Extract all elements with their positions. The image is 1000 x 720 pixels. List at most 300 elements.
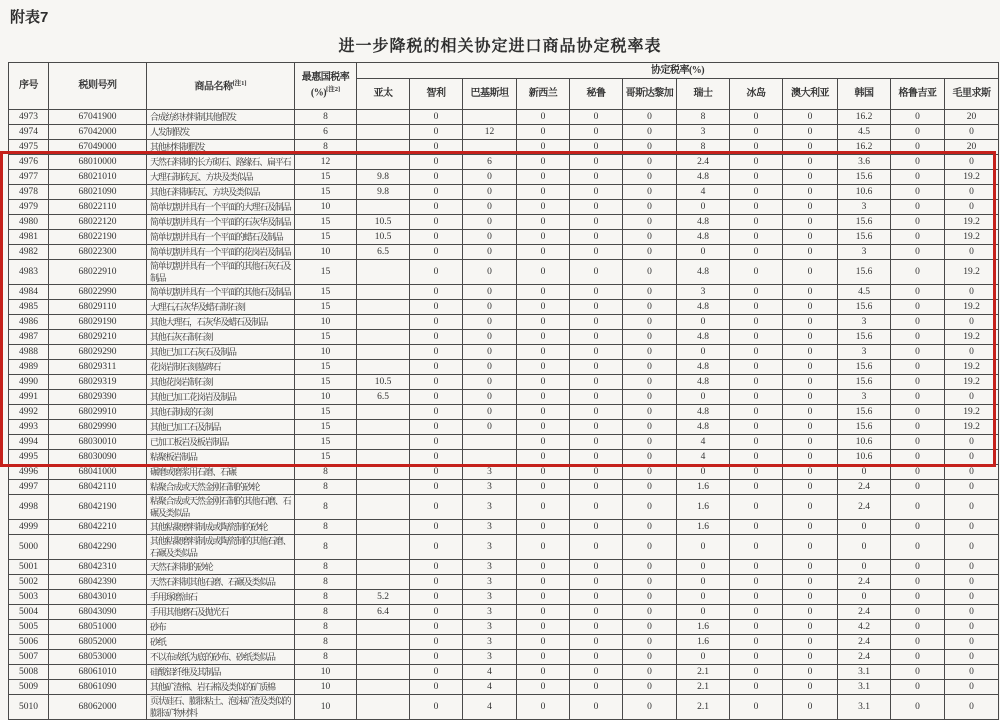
cell-rate: 3.1	[838, 680, 891, 695]
cell-rate: 0	[891, 420, 945, 435]
cell-rate: 0	[517, 110, 570, 125]
cell-serial: 4987	[9, 330, 49, 345]
cell-mfn-rate: 6	[295, 125, 357, 140]
cell-rate: 0	[570, 405, 623, 420]
cell-rate: 0	[891, 435, 945, 450]
cell-mfn-rate: 8	[295, 560, 357, 575]
cell-rate: 0	[783, 450, 838, 465]
cell-rate: 0	[730, 185, 783, 200]
cell-rate: 0	[517, 330, 570, 345]
cell-product-name: 其他已加工石灰石及制品	[147, 345, 295, 360]
cell-rate: 0	[783, 390, 838, 405]
cell-tariff-no: 68029910	[49, 405, 147, 420]
cell-rate: 0	[623, 405, 677, 420]
cell-rate: 0	[623, 245, 677, 260]
cell-rate: 0	[783, 155, 838, 170]
cell-rate: 0	[891, 620, 945, 635]
cell-mfn-rate: 8	[295, 535, 357, 560]
cell-rate: 19.2	[945, 375, 999, 390]
cell-rate: 0	[945, 390, 999, 405]
cell-rate: 0	[410, 650, 463, 665]
cell-rate	[357, 285, 410, 300]
cell-serial: 4977	[9, 170, 49, 185]
cell-rate: 0	[463, 405, 517, 420]
cell-rate: 0	[730, 450, 783, 465]
cell-serial: 4992	[9, 405, 49, 420]
cell-tariff-no: 68042390	[49, 575, 147, 590]
cell-serial: 5001	[9, 560, 49, 575]
product-name-label: 商品名称	[194, 81, 233, 93]
cell-product-name: 花岗岩制石刻墓碑石	[147, 360, 295, 375]
cell-product-name: 其他石灰石制石刻	[147, 330, 295, 345]
cell-rate: 0	[623, 560, 677, 575]
cell-rate: 0	[783, 345, 838, 360]
cell-rate: 0	[783, 245, 838, 260]
cell-rate: 0	[730, 695, 783, 720]
cell-mfn-rate: 10	[295, 200, 357, 215]
table-row	[9, 420, 999, 435]
cell-rate: 0	[730, 535, 783, 560]
table-row	[9, 665, 999, 680]
cell-rate	[357, 405, 410, 420]
cell-rate: 0	[783, 695, 838, 720]
cell-product-name: 不以布或纸为底的砂布、砂纸类似品	[147, 650, 295, 665]
cell-rate: 0	[623, 285, 677, 300]
cell-rate: 4	[463, 665, 517, 680]
cell-rate: 0	[677, 650, 730, 665]
table-row	[9, 405, 999, 420]
tariff-table-container	[8, 62, 998, 720]
cell-rate: 0	[410, 420, 463, 435]
cell-mfn-rate: 8	[295, 635, 357, 650]
cell-rate: 0	[730, 620, 783, 635]
cell-product-name: 其他已加工花岗岩及制品	[147, 390, 295, 405]
cell-rate: 0	[517, 285, 570, 300]
cell-rate: 0	[677, 575, 730, 590]
cell-rate: 0	[730, 300, 783, 315]
col-serial: 序号	[9, 63, 49, 110]
cell-rate: 15.6	[838, 420, 891, 435]
cell-tariff-no: 68042310	[49, 560, 147, 575]
cell-rate: 0	[945, 125, 999, 140]
cell-rate: 0	[517, 435, 570, 450]
col-country: 巴基斯坦	[463, 79, 517, 110]
cell-serial: 5005	[9, 620, 49, 635]
table-row	[9, 375, 999, 390]
cell-rate: 3	[838, 315, 891, 330]
cell-rate: 0	[677, 535, 730, 560]
cell-mfn-rate: 10	[295, 680, 357, 695]
cell-rate: 3.1	[838, 665, 891, 680]
cell-mfn-rate: 8	[295, 605, 357, 620]
cell-rate: 0	[570, 155, 623, 170]
cell-rate: 0	[570, 665, 623, 680]
table-row	[9, 300, 999, 315]
cell-mfn-rate: 8	[295, 650, 357, 665]
table-row	[9, 620, 999, 635]
cell-rate: 2.1	[677, 680, 730, 695]
cell-rate: 0	[730, 435, 783, 450]
cell-tariff-no: 68029210	[49, 330, 147, 345]
cell-rate	[463, 140, 517, 155]
cell-rate: 15.6	[838, 360, 891, 375]
cell-rate: 0	[891, 680, 945, 695]
cell-rate: 0	[783, 405, 838, 420]
cell-serial: 5008	[9, 665, 49, 680]
cell-product-name: 其他石料制砖瓦、方块及类似品	[147, 185, 295, 200]
cell-rate: 0	[891, 450, 945, 465]
cell-mfn-rate: 8	[295, 620, 357, 635]
cell-rate	[357, 650, 410, 665]
cell-rate: 3.1	[838, 695, 891, 720]
cell-rate: 0	[891, 110, 945, 125]
cell-rate	[463, 450, 517, 465]
cell-rate: 0	[623, 420, 677, 435]
cell-rate	[357, 495, 410, 520]
cell-rate: 0	[570, 480, 623, 495]
cell-rate: 0	[517, 375, 570, 390]
cell-rate: 0	[623, 230, 677, 245]
cell-tariff-no: 68043010	[49, 590, 147, 605]
cell-serial: 4986	[9, 315, 49, 330]
cell-rate: 0	[783, 465, 838, 480]
cell-rate: 0	[783, 590, 838, 605]
cell-rate: 0	[783, 170, 838, 185]
cell-rate: 0	[570, 260, 623, 285]
cell-product-name: 其他大理石，石灰华及蜡石及制品	[147, 315, 295, 330]
cell-product-name: 粘聚合成或天然金刚石制的其他石磨、石碾及类似品	[147, 495, 295, 520]
cell-rate: 0	[945, 450, 999, 465]
cell-rate: 0	[891, 125, 945, 140]
cell-rate	[463, 110, 517, 125]
cell-rate: 0	[730, 420, 783, 435]
cell-rate: 0	[783, 110, 838, 125]
cell-rate: 0	[891, 650, 945, 665]
cell-rate: 0	[570, 520, 623, 535]
cell-rate: 0	[623, 450, 677, 465]
table-row	[9, 605, 999, 620]
cell-rate: 0	[517, 125, 570, 140]
cell-tariff-no: 68042110	[49, 480, 147, 495]
cell-product-name: 大理石制砖,瓦、方块及类似品	[147, 170, 295, 185]
cell-rate: 0	[783, 620, 838, 635]
cell-rate: 15.6	[838, 170, 891, 185]
cell-rate	[357, 260, 410, 285]
cell-tariff-no: 68021090	[49, 185, 147, 200]
cell-rate: 0	[891, 260, 945, 285]
cell-rate: 0	[783, 480, 838, 495]
cell-rate: 2.4	[838, 605, 891, 620]
cell-rate: 0	[891, 635, 945, 650]
cell-tariff-no: 67042000	[49, 125, 147, 140]
cell-rate: 0	[730, 590, 783, 605]
cell-mfn-rate: 15	[295, 170, 357, 185]
cell-rate: 3	[463, 520, 517, 535]
cell-rate: 0	[783, 560, 838, 575]
cell-rate: 8	[677, 110, 730, 125]
cell-product-name: 其他石制成的石刻	[147, 405, 295, 420]
cell-rate: 0	[517, 155, 570, 170]
cell-rate	[357, 480, 410, 495]
cell-serial: 4994	[9, 435, 49, 450]
table-row	[9, 435, 999, 450]
cell-rate: 0	[945, 520, 999, 535]
cell-rate: 3	[838, 390, 891, 405]
cell-rate: 0	[730, 560, 783, 575]
table-row	[9, 560, 999, 575]
cell-rate: 16.2	[838, 140, 891, 155]
cell-product-name: 已加工板岩及板岩制品	[147, 435, 295, 450]
cell-rate: 0	[517, 590, 570, 605]
cell-rate: 0	[410, 695, 463, 720]
cell-rate: 0	[570, 300, 623, 315]
cell-mfn-rate: 15	[295, 330, 357, 345]
cell-rate: 0	[623, 360, 677, 375]
cell-rate: 0	[623, 435, 677, 450]
cell-rate: 0	[410, 435, 463, 450]
cell-rate: 0	[570, 635, 623, 650]
cell-rate: 0	[783, 360, 838, 375]
cell-mfn-rate: 15	[295, 435, 357, 450]
table-body	[9, 110, 999, 720]
cell-rate: 0	[891, 590, 945, 605]
cell-rate: 0	[783, 330, 838, 345]
cell-rate: 0	[410, 200, 463, 215]
cell-rate: 0	[570, 575, 623, 590]
cell-rate: 0	[570, 110, 623, 125]
cell-rate: 0	[570, 125, 623, 140]
cell-rate: 0	[945, 185, 999, 200]
cell-rate: 0	[623, 465, 677, 480]
cell-tariff-no: 68042190	[49, 495, 147, 520]
cell-rate: 0	[891, 375, 945, 390]
cell-rate: 0	[623, 375, 677, 390]
cell-rate: 0	[730, 260, 783, 285]
cell-rate: 0	[517, 575, 570, 590]
cell-mfn-rate: 8	[295, 495, 357, 520]
cell-rate: 0	[730, 345, 783, 360]
cell-rate: 0	[730, 465, 783, 480]
cell-rate: 4	[677, 450, 730, 465]
cell-product-name: 手用琢磨油石	[147, 590, 295, 605]
cell-tariff-no: 68030090	[49, 450, 147, 465]
cell-rate: 0	[623, 665, 677, 680]
cell-rate: 0	[410, 170, 463, 185]
cell-product-name: 其他材料制假发	[147, 140, 295, 155]
table-row	[9, 520, 999, 535]
cell-rate: 0	[463, 230, 517, 245]
cell-rate: 0	[570, 650, 623, 665]
cell-tariff-no: 68022990	[49, 285, 147, 300]
cell-rate: 10.5	[357, 375, 410, 390]
cell-rate: 0	[517, 315, 570, 330]
cell-product-name: 页状硅石、膨胀粘土、泡沫矿渣及类似的膨胀矿物材料	[147, 695, 295, 720]
cell-rate: 0	[891, 390, 945, 405]
cell-rate: 0	[410, 665, 463, 680]
cell-rate: 0	[410, 590, 463, 605]
cell-mfn-rate: 8	[295, 140, 357, 155]
cell-rate: 0	[517, 560, 570, 575]
table-row	[9, 125, 999, 140]
table-row	[9, 140, 999, 155]
cell-rate	[357, 360, 410, 375]
cell-rate: 9.8	[357, 185, 410, 200]
cell-serial: 5010	[9, 695, 49, 720]
cell-rate: 0	[570, 285, 623, 300]
cell-rate: 0	[517, 360, 570, 375]
col-country: 秘鲁	[570, 79, 623, 110]
cell-product-name: 大理石,石灰华及蜡石制石刻	[147, 300, 295, 315]
col-country: 格鲁吉亚	[891, 79, 945, 110]
cell-rate: 0	[623, 620, 677, 635]
cell-rate: 0	[517, 695, 570, 720]
cell-rate: 0	[463, 245, 517, 260]
cell-rate: 0	[570, 330, 623, 345]
cell-serial: 4982	[9, 245, 49, 260]
cell-rate: 0	[410, 155, 463, 170]
col-mfn-rate	[295, 63, 357, 110]
cell-rate	[357, 200, 410, 215]
cell-rate: 2.4	[838, 480, 891, 495]
cell-serial: 4985	[9, 300, 49, 315]
cell-rate: 0	[410, 330, 463, 345]
cell-rate: 0	[410, 185, 463, 200]
table-row	[9, 535, 999, 560]
cell-rate: 0	[410, 260, 463, 285]
cell-rate: 0	[945, 695, 999, 720]
cell-rate: 19.2	[945, 405, 999, 420]
cell-rate: 0	[517, 345, 570, 360]
cell-rate: 3	[463, 495, 517, 520]
cell-rate: 0	[730, 605, 783, 620]
cell-rate: 0	[570, 680, 623, 695]
cell-rate: 15.6	[838, 215, 891, 230]
cell-rate: 0	[730, 170, 783, 185]
cell-product-name: 粘聚板岩制品	[147, 450, 295, 465]
cell-rate: 0	[677, 245, 730, 260]
cell-rate: 3	[463, 620, 517, 635]
cell-rate: 0	[945, 345, 999, 360]
table-row	[9, 465, 999, 480]
cell-rate: 4	[677, 185, 730, 200]
cell-rate	[357, 110, 410, 125]
cell-rate: 0	[945, 620, 999, 635]
mfn-rate-unit: (%)	[310, 87, 327, 99]
cell-rate: 10.6	[838, 450, 891, 465]
cell-rate: 0	[838, 590, 891, 605]
cell-rate: 0	[945, 285, 999, 300]
cell-rate: 0	[891, 140, 945, 155]
cell-rate: 0	[623, 575, 677, 590]
cell-tariff-no: 68029311	[49, 360, 147, 375]
cell-rate: 10.5	[357, 215, 410, 230]
cell-rate: 0	[730, 520, 783, 535]
cell-rate: 0	[410, 635, 463, 650]
cell-rate: 20	[945, 110, 999, 125]
cell-rate: 0	[623, 215, 677, 230]
cell-rate: 0	[570, 450, 623, 465]
cell-rate: 0	[945, 650, 999, 665]
cell-product-name: 手用其他磨石及抛光石	[147, 605, 295, 620]
cell-rate: 0	[463, 185, 517, 200]
cell-rate: 2.4	[677, 155, 730, 170]
table-row	[9, 345, 999, 360]
cell-rate: 0	[623, 155, 677, 170]
cell-rate: 0	[570, 245, 623, 260]
cell-product-name: 天然石料制其他石磨、石碾及类似品	[147, 575, 295, 590]
cell-rate: 0	[730, 665, 783, 680]
cell-rate: 0	[730, 200, 783, 215]
cell-tariff-no: 68041000	[49, 465, 147, 480]
cell-rate: 0	[783, 680, 838, 695]
cell-tariff-no: 68051000	[49, 620, 147, 635]
cell-rate: 0	[570, 185, 623, 200]
cell-rate: 0	[677, 605, 730, 620]
col-country: 澳大利亚	[783, 79, 838, 110]
cell-rate: 0	[410, 285, 463, 300]
cell-serial: 4993	[9, 420, 49, 435]
cell-rate: 3	[677, 125, 730, 140]
cell-rate: 0	[410, 215, 463, 230]
cell-rate	[357, 635, 410, 650]
cell-rate: 0	[463, 420, 517, 435]
cell-rate: 9.8	[357, 170, 410, 185]
cell-rate: 0	[517, 620, 570, 635]
cell-mfn-rate: 8	[295, 110, 357, 125]
cell-rate: 10.6	[838, 435, 891, 450]
cell-mfn-rate: 10	[295, 345, 357, 360]
cell-rate: 0	[623, 535, 677, 560]
annex-label: 附表7	[10, 9, 49, 26]
cell-rate: 0	[730, 480, 783, 495]
cell-tariff-no: 68029390	[49, 390, 147, 405]
cell-rate: 4.8	[677, 300, 730, 315]
cell-rate: 4.8	[677, 405, 730, 420]
cell-rate: 0	[623, 330, 677, 345]
cell-rate: 0	[730, 125, 783, 140]
cell-rate: 0	[891, 605, 945, 620]
cell-rate: 1.6	[677, 620, 730, 635]
cell-rate: 0	[517, 140, 570, 155]
cell-rate: 10.5	[357, 230, 410, 245]
cell-rate: 0	[945, 200, 999, 215]
cell-mfn-rate: 10	[295, 695, 357, 720]
cell-rate: 0	[838, 535, 891, 560]
cell-rate: 0	[730, 635, 783, 650]
cell-rate: 4.5	[838, 285, 891, 300]
cell-rate: 0	[570, 230, 623, 245]
cell-product-name: 其他粘聚磨料制成或陶瓷制的砂轮	[147, 520, 295, 535]
cell-rate: 0	[410, 315, 463, 330]
cell-rate	[357, 465, 410, 480]
cell-rate: 0	[570, 695, 623, 720]
cell-rate: 15.6	[838, 230, 891, 245]
cell-product-name: 简单切割并具有一个平面的其他石及制品	[147, 285, 295, 300]
cell-rate: 0	[838, 465, 891, 480]
cell-rate: 20	[945, 140, 999, 155]
cell-rate	[357, 620, 410, 635]
cell-rate: 0	[623, 140, 677, 155]
cell-rate: 0	[891, 535, 945, 560]
cell-rate: 0	[623, 695, 677, 720]
cell-rate: 0	[783, 420, 838, 435]
cell-rate: 0	[517, 420, 570, 435]
cell-serial: 4996	[9, 465, 49, 480]
col-agreement-group: 协定税率(%)	[357, 63, 999, 79]
cell-rate: 3	[463, 635, 517, 650]
cell-tariff-no: 68029110	[49, 300, 147, 315]
cell-rate: 0	[730, 230, 783, 245]
